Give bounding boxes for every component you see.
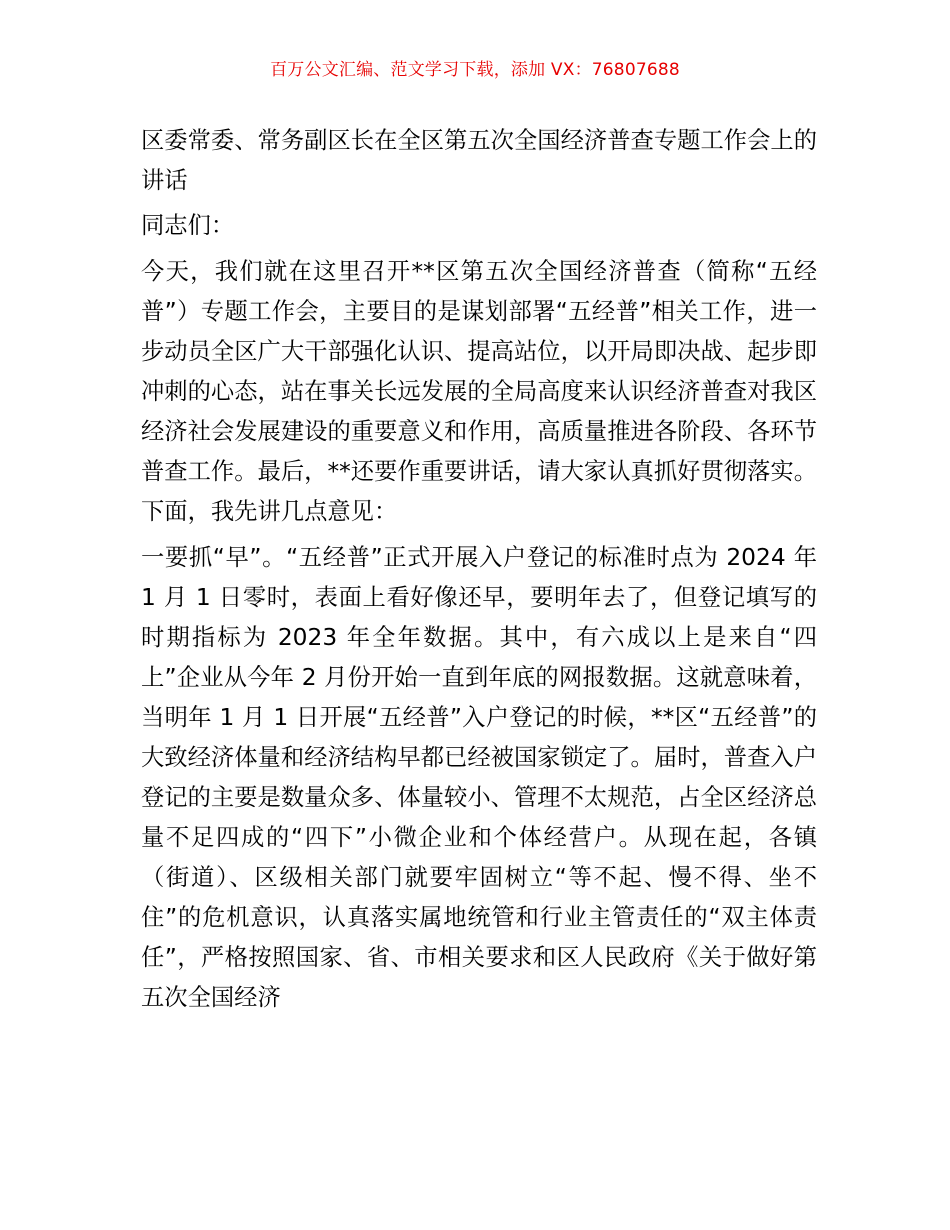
document-title: 区委常委、常务副区长在全区第五次全国经济普查专题工作会上的讲话 bbox=[141, 127, 817, 194]
salutation: 同志们： bbox=[141, 212, 235, 239]
paragraph-intro: 今天，我们就在这里召开**区第五次全国经济普查（简称“五经普”）专题工作会，主要目的是谋划部署“五经普”相关工作，进一步动员全区广大干部强化认识、提高站位，以开局即决战、起步即冲刺的心态，站在事关长远发展的全局高度来认识经济普查对我区经济社会发展建设的重要意义和作用，高质量推进各阶段、各环节普查工作。最后，**还要作重要讲话，请大家认真抓好贯彻落实。下面，我先讲几点意见： bbox=[141, 258, 817, 525]
header-banner: 百万公文汇编、范文学习下载，添加 VX：76807688 bbox=[270, 60, 680, 80]
paragraph-point-one: 一要抓“早”。“五经普”正式开展入户登记的标准时点为 2024 年 1 月 1 日零时，表面上看好像还早，要明年去了，但登记填写的时期指标为 2023 年全年数据。其中，有六成以上是来自“四上”企业从今年 2 月份开始一直到年底的网报数据。这就意味着，当明年 1 月 1 日开展“五经普”入户登记的时候，**区“五经普”的大致经济体量和经济结构早都已经被国家锁定了。届时，普查入户登记的主要是数量众多、体量较小、管理不太规范，占全区经济总量不足四成的“四下”小微企业和个体经营户。从现在起，各镇（街道）、区级相关部门就要牢固树立“等不起、慢不得、坐不住”的危机意识，认真落实属地统管和行业主管责任的“双主体责任”，严格按照国家、省、市相关要求和区人民政府《关于做好第五次全国经济 bbox=[141, 544, 817, 1011]
document-body bbox=[141, 121, 817, 1024]
